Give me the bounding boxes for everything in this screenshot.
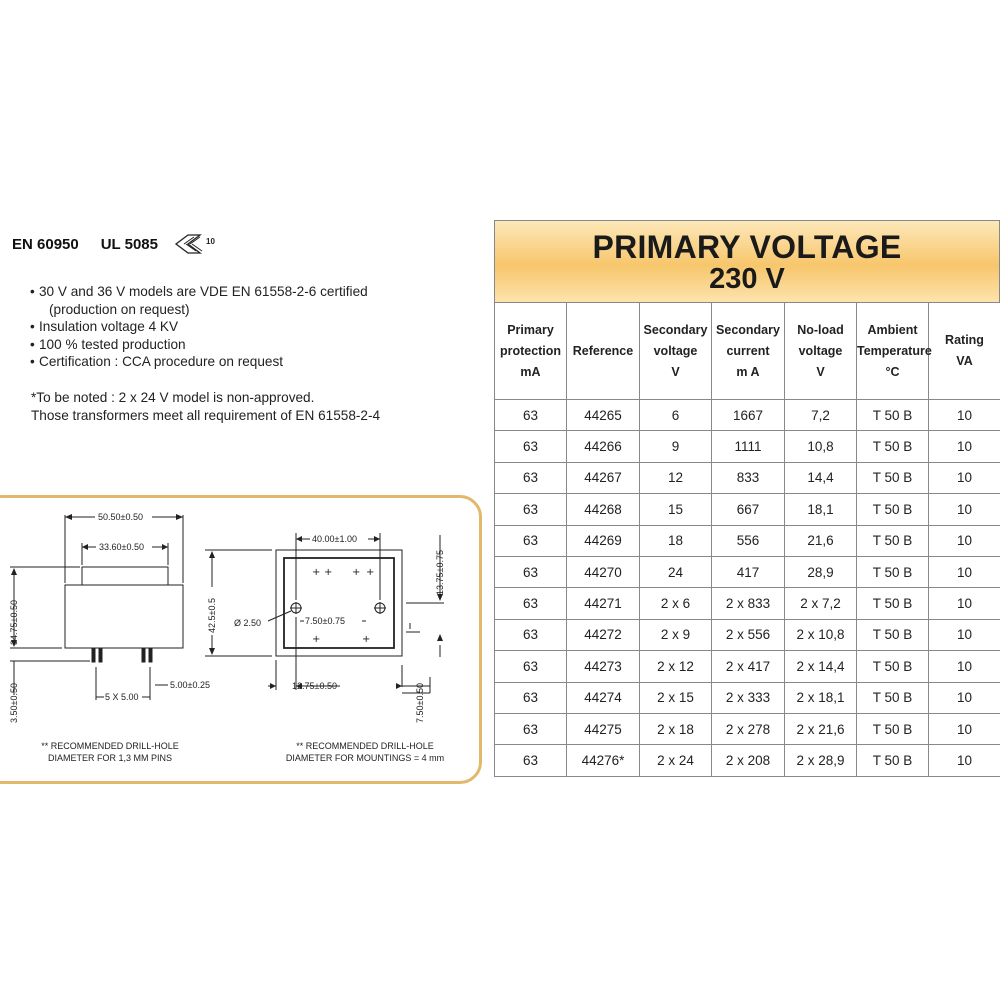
cell-primary-protection: 63	[495, 619, 567, 650]
col-header-no-load-voltage: No-load voltage V	[785, 303, 857, 400]
cell-reference: 44276*	[567, 745, 640, 776]
cell-no-load-voltage: 2 x 7,2	[785, 588, 857, 619]
cell-rating: 10	[929, 682, 1000, 713]
cell-primary-protection: 63	[495, 588, 567, 619]
cell-primary-protection: 63	[495, 713, 567, 744]
col-header-reference: Reference	[567, 303, 640, 400]
cell-ambient-temperature: T 50 B	[857, 588, 929, 619]
col-header-rating: Rating VA	[929, 303, 1000, 400]
cell-reference: 44272	[567, 619, 640, 650]
cell-secondary-current: 2 x 556	[712, 619, 785, 650]
cell-secondary-voltage: 2 x 15	[640, 682, 712, 713]
dim-top-depth: 42.5±0.5	[207, 598, 217, 633]
standards-line	[12, 232, 218, 256]
cell-rating: 10	[929, 588, 1000, 619]
table-row	[495, 682, 1000, 713]
dim-left-offset: 12.75±0.50	[292, 681, 337, 691]
cell-secondary-voltage: 9	[640, 431, 712, 462]
feature-item: • Certification : CCA procedure on request	[30, 353, 368, 371]
dim-width-body: 33.60±0.50	[99, 542, 144, 552]
cell-no-load-voltage: 2 x 18,1	[785, 682, 857, 713]
cell-rating: 10	[929, 525, 1000, 556]
cell-ambient-temperature: T 50 B	[857, 525, 929, 556]
dim-hole-diameter: Ø 2.50	[234, 618, 262, 628]
table-row	[495, 400, 1000, 431]
cell-secondary-current: 2 x 278	[712, 713, 785, 744]
cell-no-load-voltage: 2 x 21,6	[785, 713, 857, 744]
cell-reference: 44273	[567, 651, 640, 682]
dim-height-body: 34.75±0.50	[9, 600, 19, 645]
cell-secondary-voltage: 24	[640, 556, 712, 587]
col-header-ambient-temperature: Ambient Temperature °C	[857, 303, 929, 400]
note-line-2: Those transformers meet all requirement of EN 61558-2-4	[31, 408, 381, 423]
cell-no-load-voltage: 14,4	[785, 462, 857, 493]
svg-text:+: +	[324, 567, 333, 578]
cell-no-load-voltage: 2 x 28,9	[785, 745, 857, 776]
cell-no-load-voltage: 2 x 14,4	[785, 651, 857, 682]
side-view-body	[65, 585, 183, 648]
cell-no-load-voltage: 28,9	[785, 556, 857, 587]
approval-note	[31, 389, 380, 425]
svg-text:+: +	[362, 634, 371, 645]
drill-note-pins: ** RECOMMENDED DRILL-HOLE DIAMETER FOR 1,3 MM PINS	[41, 741, 179, 763]
cell-reference: 44270	[567, 556, 640, 587]
standard-en60950: EN 60950	[12, 235, 79, 253]
cell-reference: 44266	[567, 431, 640, 462]
table-row	[495, 525, 1000, 556]
cell-rating: 10	[929, 400, 1000, 431]
table-row	[495, 588, 1000, 619]
spec-table	[494, 220, 1000, 777]
table-row	[495, 651, 1000, 682]
cell-ambient-temperature: T 50 B	[857, 431, 929, 462]
cell-secondary-voltage: 2 x 12	[640, 651, 712, 682]
cell-rating: 10	[929, 462, 1000, 493]
cell-secondary-voltage: 2 x 9	[640, 619, 712, 650]
cell-no-load-voltage: 10,8	[785, 431, 857, 462]
cell-secondary-voltage: 15	[640, 494, 712, 525]
note-line-1: *To be noted : 2 x 24 V model is non-approved.	[31, 390, 315, 405]
cell-primary-protection: 63	[495, 400, 567, 431]
cell-secondary-voltage: 2 x 6	[640, 588, 712, 619]
table-title: PRIMARY VOLTAGE	[592, 229, 902, 265]
table-row	[495, 431, 1000, 462]
cell-secondary-current: 1111	[712, 431, 785, 462]
cell-secondary-current: 417	[712, 556, 785, 587]
cell-ambient-temperature: T 50 B	[857, 651, 929, 682]
col-header-primary-protection: Primary protection mA	[495, 303, 567, 400]
spec-grid	[494, 302, 1000, 777]
cell-ambient-temperature: T 50 B	[857, 462, 929, 493]
table-row	[495, 713, 1000, 744]
table-subtitle: 230 V	[709, 263, 785, 295]
cell-primary-protection: 63	[495, 556, 567, 587]
standard-ul5085: UL 5085	[100, 235, 158, 253]
cell-ambient-temperature: T 50 B	[857, 682, 929, 713]
cell-ambient-temperature: T 50 B	[857, 494, 929, 525]
table-row	[495, 462, 1000, 493]
cell-rating: 10	[929, 494, 1000, 525]
cell-no-load-voltage: 7,2	[785, 400, 857, 431]
cell-secondary-current: 2 x 208	[712, 745, 785, 776]
cell-secondary-voltage: 12	[640, 462, 712, 493]
cell-ambient-temperature: T 50 B	[857, 713, 929, 744]
feature-item: • Insulation voltage 4 KV	[30, 318, 368, 336]
col-header-secondary-current: Secondary current m A	[712, 303, 785, 400]
svg-text:+: +	[366, 567, 375, 578]
cell-no-load-voltage: 21,6	[785, 525, 857, 556]
cell-secondary-current: 1667	[712, 400, 785, 431]
cell-rating: 10	[929, 745, 1000, 776]
table-body	[495, 400, 1000, 777]
dim-pin-pitch: 5 X 5.00	[105, 692, 139, 702]
feature-item: • 30 V and 36 V models are VDE EN 61558-2-6 certified (production on request)	[30, 283, 368, 318]
drill-note-mountings: ** RECOMMENDED DRILL-HOLE DIAMETER FOR MOUNTINGS = 4 mm	[285, 741, 445, 763]
cell-primary-protection: 63	[495, 462, 567, 493]
cell-rating: 10	[929, 713, 1000, 744]
dim-top-offset: 13.75±0.75	[435, 550, 445, 595]
table-row	[495, 494, 1000, 525]
svg-text:+: +	[352, 567, 361, 578]
cell-reference: 44268	[567, 494, 640, 525]
table-row	[495, 556, 1000, 587]
cell-primary-protection: 63	[495, 682, 567, 713]
cell-primary-protection: 63	[495, 745, 567, 776]
cell-secondary-voltage: 18	[640, 525, 712, 556]
cell-ambient-temperature: T 50 B	[857, 556, 929, 587]
cell-primary-protection: 63	[495, 431, 567, 462]
cell-reference: 44267	[567, 462, 640, 493]
cell-reference: 44265	[567, 400, 640, 431]
cell-reference: 44274	[567, 682, 640, 713]
cell-ambient-temperature: T 50 B	[857, 745, 929, 776]
cell-reference: 44269	[567, 525, 640, 556]
dim-width-total: 50.50±0.50	[98, 512, 143, 522]
dim-pin-spacing: 5.00±0.25	[170, 680, 210, 690]
cell-primary-protection: 63	[495, 494, 567, 525]
svg-text:+: +	[312, 567, 321, 578]
cell-secondary-current: 833	[712, 462, 785, 493]
cell-rating: 10	[929, 651, 1000, 682]
dim-bottom-offset: 7.50±0.50	[415, 683, 425, 723]
cell-primary-protection: 63	[495, 525, 567, 556]
header-row	[495, 303, 1000, 400]
dim-pin-length: 3.50±0.50	[9, 683, 19, 723]
cell-ambient-temperature: T 50 B	[857, 400, 929, 431]
cell-rating: 10	[929, 431, 1000, 462]
cell-secondary-current: 2 x 333	[712, 682, 785, 713]
table-title-banner	[494, 220, 1000, 302]
dim-inner-pitch: 7.50±0.75	[305, 616, 345, 626]
cell-secondary-current: 556	[712, 525, 785, 556]
col-header-secondary-voltage: Secondary voltage V	[640, 303, 712, 400]
cell-secondary-voltage: 2 x 24	[640, 745, 712, 776]
cell-secondary-voltage: 6	[640, 400, 712, 431]
dim-mount-spacing: 40.00±1.00	[312, 534, 357, 544]
cell-secondary-current: 2 x 833	[712, 588, 785, 619]
cell-rating: 10	[929, 556, 1000, 587]
svg-text:+: +	[312, 634, 321, 645]
cert-mark-number: 10	[205, 237, 215, 246]
table-row	[495, 745, 1000, 776]
cell-ambient-temperature: T 50 B	[857, 619, 929, 650]
cell-primary-protection: 63	[495, 651, 567, 682]
cell-no-load-voltage: 18,1	[785, 494, 857, 525]
side-view-cap	[82, 567, 168, 585]
cell-secondary-voltage: 2 x 18	[640, 713, 712, 744]
feature-list	[30, 283, 368, 371]
feature-item: • 100 % tested production	[30, 336, 368, 354]
cell-rating: 10	[929, 619, 1000, 650]
cell-no-load-voltage: 2 x 10,8	[785, 619, 857, 650]
cell-reference: 44275	[567, 713, 640, 744]
cell-secondary-current: 667	[712, 494, 785, 525]
certification-mark-icon	[174, 232, 218, 256]
table-row	[495, 619, 1000, 650]
cell-secondary-current: 2 x 417	[712, 651, 785, 682]
cell-reference: 44271	[567, 588, 640, 619]
